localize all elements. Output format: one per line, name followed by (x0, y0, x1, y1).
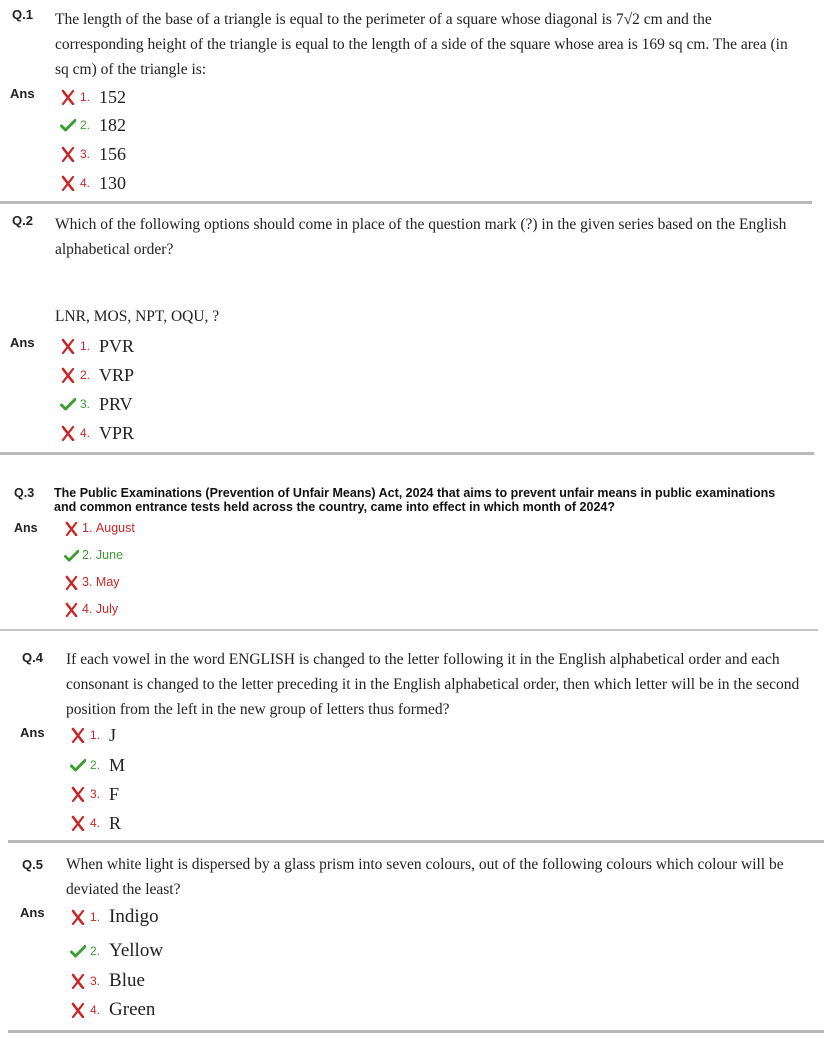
answer-label: Ans (14, 521, 38, 535)
wrong-cross-icon (70, 786, 86, 802)
wrong-cross-icon (60, 146, 76, 162)
option-number: 4. (90, 1003, 101, 1017)
separator (0, 201, 812, 204)
separator (0, 452, 814, 455)
option-text: August (95, 521, 135, 535)
option-4[interactable] (70, 997, 155, 1023)
option-number: 1. (82, 521, 93, 535)
option-text: 152 (99, 86, 127, 107)
option-1[interactable] (60, 84, 126, 110)
option-4[interactable] (70, 810, 121, 836)
option-number: 4. (80, 176, 91, 190)
option-2[interactable] (64, 544, 123, 566)
option-number: 4. (90, 816, 101, 830)
option-2[interactable] (70, 938, 163, 964)
wrong-cross-icon (60, 89, 76, 105)
option-1[interactable] (70, 904, 159, 930)
option-1[interactable] (70, 722, 116, 748)
question-line: If each vowel in the word ENGLISH is changed to the letter following it in the English alphabetical order and each (66, 651, 780, 668)
option-number: 2. (80, 368, 91, 382)
question-line: Which of the following options should come in place of the question mark (?) in the given series based on the English (55, 216, 787, 233)
separator (8, 840, 824, 843)
option-3[interactable] (60, 141, 126, 167)
option-number: 2. (90, 758, 101, 772)
question-line: sq cm) of the triangle is: (55, 61, 207, 78)
question-line: When white light is dispersed by a glass prism into seven colours, out of the following colours which colour will be (66, 856, 784, 873)
question-line: deviated the least? (66, 881, 181, 898)
option-3[interactable] (70, 781, 119, 807)
wrong-cross-icon (70, 1002, 86, 1018)
question-line: corresponding height of the triangle is equal to the length of a side of the square whose area is 169 sq cm. The area (in (55, 36, 788, 53)
option-text: VPR (99, 422, 135, 443)
wrong-cross-icon (70, 909, 86, 925)
option-number: 3. (80, 397, 91, 411)
option-number: 3. (82, 575, 93, 589)
answer-label: Ans (20, 725, 45, 740)
option-number: 1. (90, 728, 101, 742)
option-text: 156 (99, 143, 127, 164)
option-number: 2. (80, 118, 91, 132)
option-text: 130 (99, 172, 127, 193)
wrong-cross-icon (70, 973, 86, 989)
option-number: 2. (90, 944, 101, 958)
question-number: Q.4 (22, 650, 43, 665)
question-text (66, 647, 799, 722)
option-text: May (95, 575, 120, 589)
option-2[interactable] (60, 362, 134, 388)
answer-label: Ans (10, 86, 35, 101)
question-line: alphabetical order? (55, 241, 174, 258)
option-1[interactable] (64, 517, 135, 539)
wrong-cross-icon (70, 727, 86, 743)
option-text: PVR (99, 335, 135, 356)
correct-check-icon (60, 396, 76, 412)
separator (8, 1030, 824, 1033)
option-2[interactable] (70, 752, 125, 778)
question-line: consonant is changed to the letter preceding it in the English alphabetical order, then which letter will be in the second (66, 676, 800, 693)
wrong-cross-icon (64, 602, 79, 617)
option-number: 2. (82, 548, 93, 562)
option-number: 3. (90, 787, 101, 801)
question-line: The length of the base of a triangle is equal to the perimeter of a square whose diagonal is 7√2 cm and the (55, 11, 712, 28)
answer-label: Ans (20, 905, 45, 920)
correct-check-icon (70, 757, 86, 773)
wrong-cross-icon (60, 338, 76, 354)
option-3[interactable] (70, 968, 145, 994)
question-number: Q.3 (14, 486, 35, 500)
correct-check-icon (70, 943, 86, 959)
option-text: July (95, 602, 119, 616)
option-number: 1. (80, 339, 91, 353)
option-text: June (95, 548, 124, 562)
question-line: and common entrance tests held across the country, came into effect in which month of 2024? (54, 500, 615, 514)
option-1[interactable] (60, 333, 134, 359)
question-line: The Public Examinations (Prevention of Unfair Means) Act, 2024 that aims to prevent unfair means in public examinations (54, 486, 776, 500)
question-text (55, 212, 786, 262)
wrong-cross-icon (64, 521, 79, 536)
option-2[interactable] (60, 112, 126, 138)
correct-check-icon (64, 548, 79, 563)
correct-check-icon (60, 117, 76, 133)
option-3[interactable] (64, 571, 120, 593)
option-text: Indigo (109, 906, 159, 927)
option-4[interactable] (60, 420, 134, 446)
answer-label: Ans (10, 335, 35, 350)
option-text: F (109, 783, 120, 804)
option-text: Green (109, 999, 156, 1020)
option-text: 182 (99, 114, 127, 135)
question-number: Q.5 (22, 857, 43, 872)
wrong-cross-icon (64, 575, 79, 590)
wrong-cross-icon (60, 175, 76, 191)
option-4[interactable] (64, 598, 118, 620)
wrong-cross-icon (70, 815, 86, 831)
option-number: 3. (80, 147, 91, 161)
option-text: R (109, 812, 122, 833)
option-text: J (109, 724, 117, 745)
option-text: PRV (99, 393, 133, 414)
option-text: Yellow (109, 940, 164, 961)
question-text (54, 486, 775, 514)
question-number: Q.1 (12, 7, 33, 22)
option-number: 4. (80, 426, 91, 440)
option-text: Blue (109, 970, 145, 991)
question-text (66, 852, 784, 902)
option-number: 1. (90, 910, 101, 924)
option-3[interactable] (60, 391, 133, 417)
option-number: 1. (80, 90, 91, 104)
option-text: M (109, 754, 126, 775)
question-number: Q.2 (12, 213, 33, 228)
question-text (55, 7, 788, 82)
option-number: 4. (82, 602, 93, 616)
option-4[interactable] (60, 170, 126, 196)
option-text: VRP (99, 364, 135, 385)
series-text: LNR, MOS, NPT, OQU, ? (55, 308, 220, 325)
wrong-cross-icon (60, 367, 76, 383)
question-line: position from the left in the new group of letters thus formed? (66, 701, 450, 718)
wrong-cross-icon (60, 425, 76, 441)
separator (0, 629, 818, 631)
option-number: 3. (90, 974, 101, 988)
